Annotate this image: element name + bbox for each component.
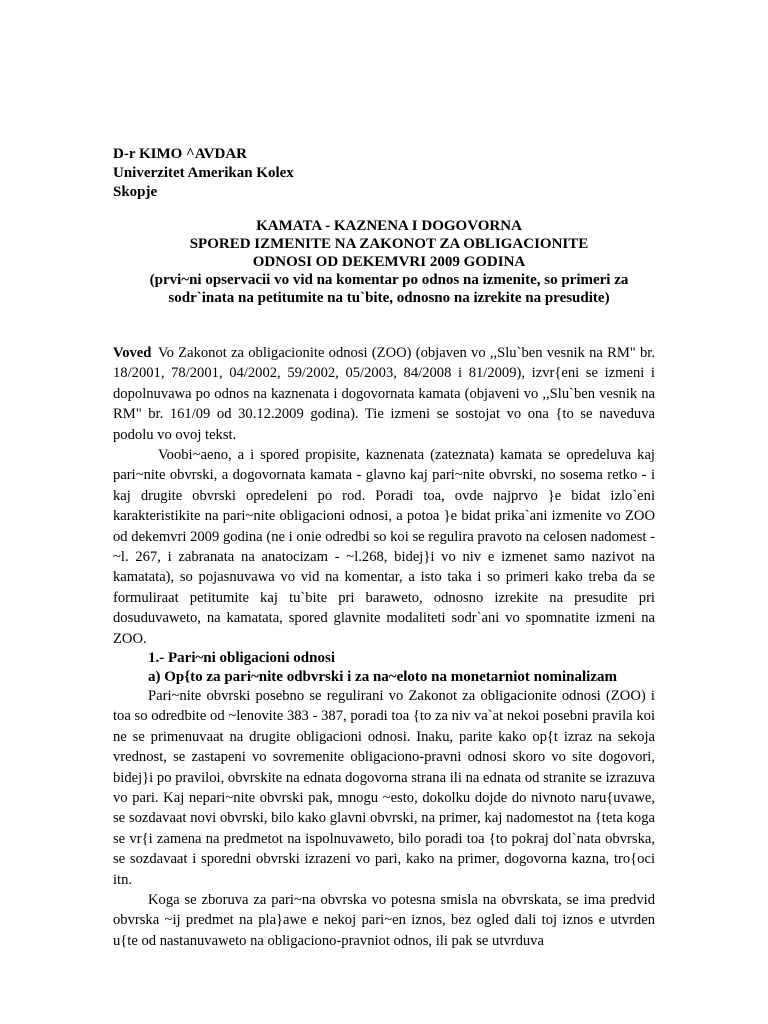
title-line-2: SPORED IZMENITE NA ZAKONOT ZA OBLIGACIONITE — [189, 236, 589, 252]
title-line-3: ODNOSI OD DEKEMVRI 2009 GODINA — [252, 254, 526, 270]
section-1-heading: 1.- Pari~ni obligacioni odnosi — [148, 650, 335, 666]
intro-section — [113, 343, 655, 649]
author-institution: Univerzitet Amerikan Kolex — [113, 165, 294, 181]
intro-paragraph-2: Voobi~aeno, a i spored propisite, kaznenata (zateznata) kamata se opredeluva kaj pari~nite obvrski, a dogovornata kamata - glavno kaj pari~nite obvrski, no sosema retko - i kaj drugite obvrski opredeleni po rod. Poradi toa, ovde najprvo }e bidat izlo`eni karakteristikite na pari~nite obligacioni odnosi, a potoa }e bidat prika`ani izmenite vo ZOO od dekemvri 2009 godina (ne i onie odredbi so koi se regulira pravoto na celosen nadomest - ~l. 267, i zabranata na anatocizam - ~l.268, bidej}i vo niv e izmenet samo nazivot na kamatata), so pojasnuvawa vo vid na komentar, a isto taka i so primeri kako treba da se formuliraat petitumite kaj tu`bite pri baraweto, odnosno izrekite na presudite pri dosuduvaweto, na kamatata, spored glavnite modaliteti sodr`ani vo spomnatite izmeni na ZOO. — [113, 447, 655, 647]
author-name: D-r KIMO ^AVDAR — [113, 146, 247, 162]
section-1-paragraph-1: Pari~nite obvrski posebno se regulirani vo Zakonot za obligacionite odnosi (ZOO) i toa so odredbite od ~lenovite 383 - 387, poradi toa {to za niv va`at nekoi posebni pravila koi ne se primenuvaat na drugite obligacioni odnosi. Inaku, parite kako op{t izraz na sekoja vrednost, se zastapeni vo sovremenite obligaciono-pravni odnosi skoro vo site dogovori, bidej}i po praviloi, obvrskite na ednata dogovorna strana ili na ednata od stranite se izrazuva vo pari. Kaj nepari~nite obvrski pak, mnogu ~esto, dokolku dojde do nivnoto naru{uvawe, se sozdavaat novi obvrski, bilo kako glavni obvrski, na primer, kaj nadomestot na {teta koga se vr{i zamena na predmetot na ispolnuvaweto, bilo poradi toa {to pokraj dol`nata obvrska, se sozdavaat i sporedni obvrski izrazeni vo pari, kako na primer, dogovorna kazna, tro{oci itn. — [113, 688, 655, 888]
subtitle-line-1: (prvi~ni opservacii vo vid na komentar po odnos na izmenite, so primeri za — [149, 272, 629, 288]
intro-paragraph-1: Vo Zakonot za obligacionite odnosi (ZOO) (objaven vo ,,Slu`ben vesnik na RM" br. 18/2001, 78/2001, 04/2002, 59/2002, 05/2003, 84/2008 i 81/2009), izvr{eni se izmeni i dopolnuvawa po odnos na kaznenata i dogovornata kamata (objaveni vo ,,Slu`ben vesnik na RM" br. 161/09 od 30.12.2009 godina). Tie izmeni se sostojat vo ona {to se naveduva podolu vo ovoj tekst. — [113, 345, 655, 443]
section-1-subheading: a) Op{to za pari~nite odbvrski i za na~eloto na monetarniot nominalizam — [148, 669, 618, 685]
section-1-body — [113, 686, 655, 951]
section-1-paragraph-2: Koga se zboruva za pari~na obvrska vo potesna smisla na obvrskata, se ima predvid obvrska ~ij predmet na pla}awe e nekoj pari~en iznos, bez ogled dali toj iznos e utvrden u{te od nastanuvaweto na obligaciono-pravniot odnos, ili pak se utvrduva — [113, 892, 655, 949]
title-block — [100, 217, 678, 307]
intro-heading: Voved — [113, 345, 152, 361]
title-line-1: KAMATA - KAZNENA I DOGOVORNA — [256, 218, 522, 234]
subtitle-line-2: sodr`inata na petitumite na tu`bite, odnosno na izrekite na presudite) — [168, 290, 610, 306]
author-city: Skopje — [113, 184, 158, 200]
author-block — [113, 145, 294, 202]
